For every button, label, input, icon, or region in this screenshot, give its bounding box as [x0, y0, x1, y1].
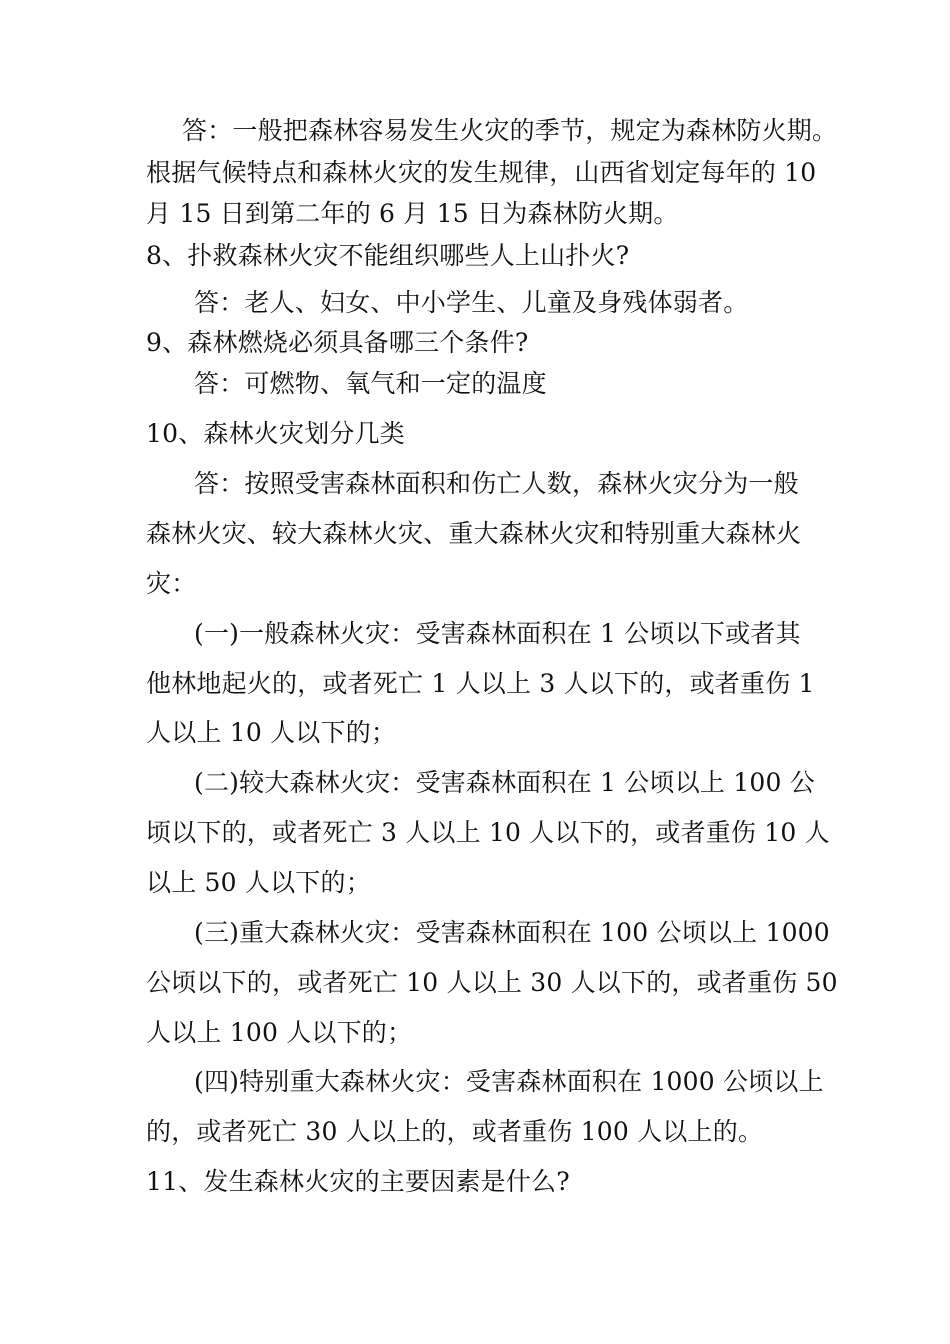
category-4-line-2: 的，或者死亡 30 人以上的，或者重伤 100 人以上的。 — [146, 1117, 764, 1146]
answer-10-line-1: 答：按照受害森林面积和伤亡人数，森林火灾分为一般 — [194, 469, 799, 498]
question-10: 10、森林火灾划分几类 — [146, 419, 406, 448]
answer-8: 答：老人、妇女、中小学生、儿童及身残体弱者。 — [194, 288, 749, 317]
category-1-line-3: 人以上 10 人以下的； — [146, 718, 397, 747]
category-3-line-2: 公顷以下的，或者死亡 10 人以上 30 人以下的，或者重伤 50 — [146, 968, 838, 997]
category-2-line-3: 以上 50 人以下的； — [146, 868, 371, 897]
answer-10-line-3: 灾： — [146, 569, 197, 598]
category-3-line-1: (三)重大森林火灾：受害森林面积在 100 公顷以上 1000 — [194, 918, 830, 947]
answer-7-line-2: 根据气候特点和森林火灾的发生规律，山西省划定每年的 10 — [146, 158, 817, 187]
question-11: 11、发生森林火灾的主要因素是什么? — [146, 1167, 570, 1196]
category-1-line-2: 他林地起火的，或者死亡 1 人以上 3 人以下的，或者重伤 1 — [146, 669, 815, 698]
category-2-line-2: 顷以下的，或者死亡 3 人以上 10 人以下的，或者重伤 10 人 — [146, 818, 830, 847]
category-4-line-1: (四)特别重大森林火灾：受害森林面积在 1000 公顷以上 — [194, 1067, 824, 1096]
answer-9: 答：可燃物、氧气和一定的温度 — [194, 369, 547, 398]
answer-7-line-3: 月 15 日到第二年的 6 月 15 日为森林防火期。 — [146, 199, 679, 228]
category-3-line-3: 人以上 100 人以下的； — [146, 1018, 413, 1047]
category-2-line-1: (二)较大森林火灾：受害森林面积在 1 公顷以上 100 公 — [194, 768, 815, 797]
question-9: 9、森林燃烧必须具备哪三个条件? — [146, 328, 529, 357]
answer-7-line-1: 答：一般把森林容易发生火灾的季节，规定为森林防火期。 — [182, 116, 838, 145]
answer-10-line-2: 森林火灾、较大森林火灾、重大森林火灾和特别重大森林火 — [146, 519, 802, 548]
question-8: 8、扑救森林火灾不能组织哪些人上山扑火? — [146, 241, 630, 270]
category-1-line-1: (一)一般森林火灾：受害森林面积在 1 公顷以下或者其 — [194, 619, 801, 648]
